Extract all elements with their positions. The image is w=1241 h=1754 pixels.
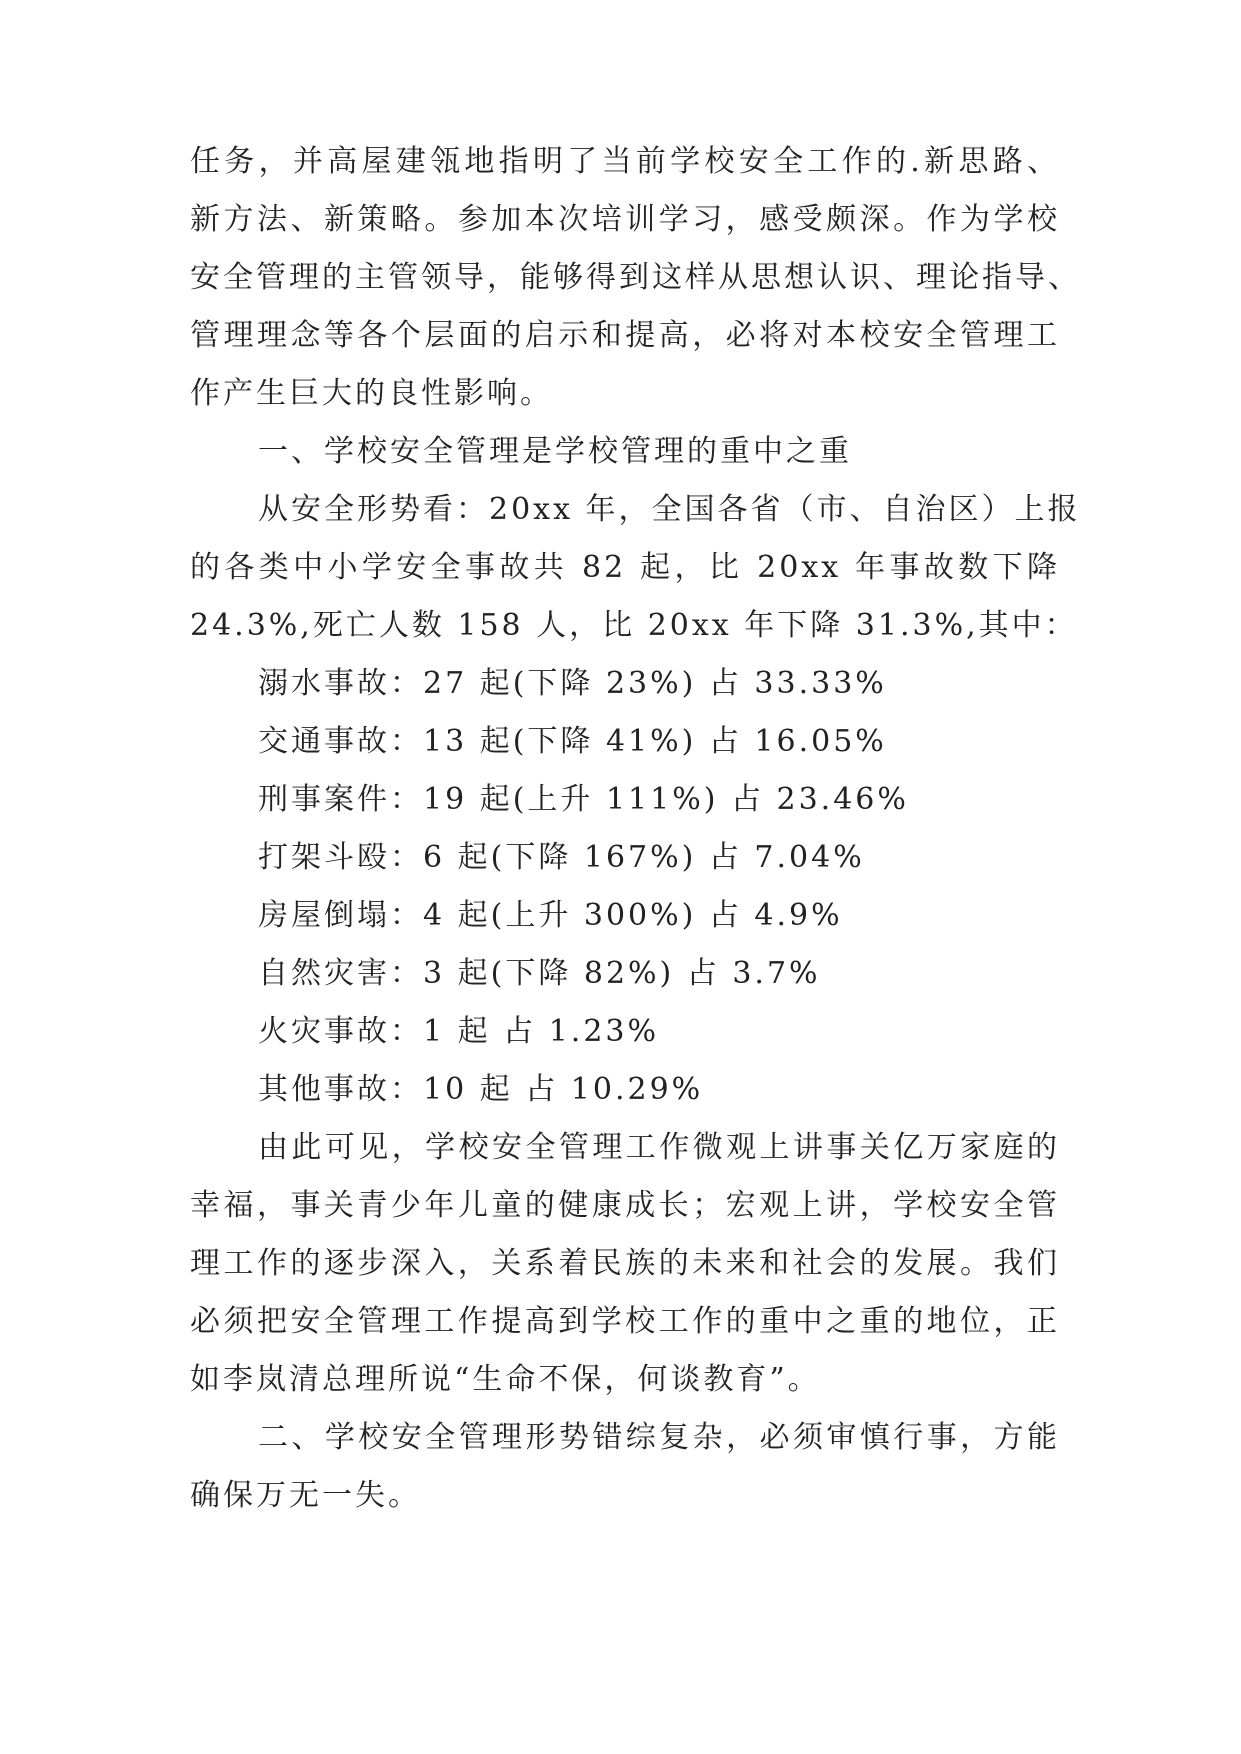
section-heading-1: 一、学校安全管理是学校管理的重中之重 <box>258 434 852 469</box>
paragraph-line: 二、学校安全管理形势错综复杂，必须审慎行事，方能 <box>258 1420 1060 1455</box>
stat-item-traffic: 交通事故：13 起(下降 41%) 占 16.05% <box>258 724 887 759</box>
paragraph-line: 安全管理的主管领导，能够得到这样从思想认识、理论指导、 <box>190 260 1081 295</box>
paragraph-line: 的各类中小学安全事故共 82 起，比 20xx 年事故数下降 <box>190 550 1060 585</box>
accident-stats-list <box>190 655 1060 1119</box>
paragraph-line: 幸福，事关青少年儿童的健康成长；宏观上讲，学校安全管 <box>190 1188 1060 1223</box>
paragraph-line: 从安全形势看：20xx 年，全国各省（市、自治区）上报 <box>258 492 1081 527</box>
document-page <box>190 133 1081 1525</box>
paragraph-line: 确保万无一失。 <box>190 1478 421 1513</box>
intro-paragraph <box>190 133 1081 423</box>
paragraph-line: 如李岚清总理所说“生命不保，何谈教育”。 <box>190 1362 821 1397</box>
stat-item-fire: 火灾事故：1 起 占 1.23% <box>258 1014 659 1049</box>
paragraph-line: 任务，并高屋建瓴地指明了当前学校安全工作的.新思路、 <box>190 144 1060 179</box>
stat-item-disaster: 自然灾害：3 起(下降 82%) 占 3.7% <box>258 956 821 991</box>
conclusion-paragraph <box>190 1119 1060 1409</box>
stat-item-collapse: 房屋倒塌：4 起(上升 300%) 占 4.9% <box>258 898 843 933</box>
paragraph-line: 作产生巨大的良性影响。 <box>190 376 553 411</box>
situation-paragraph <box>190 481 1081 655</box>
paragraph-line: 由此可见，学校安全管理工作微观上讲事关亿万家庭的 <box>258 1130 1060 1165</box>
paragraph-line: 必须把安全管理工作提高到学校工作的重中之重的地位，正 <box>190 1304 1060 1339</box>
stat-item-fighting: 打架斗殴：6 起(下降 167%) 占 7.04% <box>258 840 865 875</box>
stat-item-criminal: 刑事案件：19 起(上升 111%) 占 23.46% <box>258 782 909 817</box>
section-heading-2 <box>190 1409 1060 1525</box>
paragraph-line: 24.3%,死亡人数 158 人，比 20xx 年下降 31.3%,其中： <box>190 608 1078 643</box>
paragraph-line: 新方法、新策略。参加本次培训学习，感受颇深。作为学校 <box>190 202 1060 237</box>
stat-item-drowning: 溺水事故：27 起(下降 23%) 占 33.33% <box>258 666 887 701</box>
paragraph-line: 管理理念等各个层面的启示和提高，必将对本校安全管理工 <box>190 318 1060 353</box>
stat-item-other: 其他事故：10 起 占 10.29% <box>258 1072 704 1107</box>
paragraph-line: 理工作的逐步深入，关系着民族的未来和社会的发展。我们 <box>190 1246 1060 1281</box>
